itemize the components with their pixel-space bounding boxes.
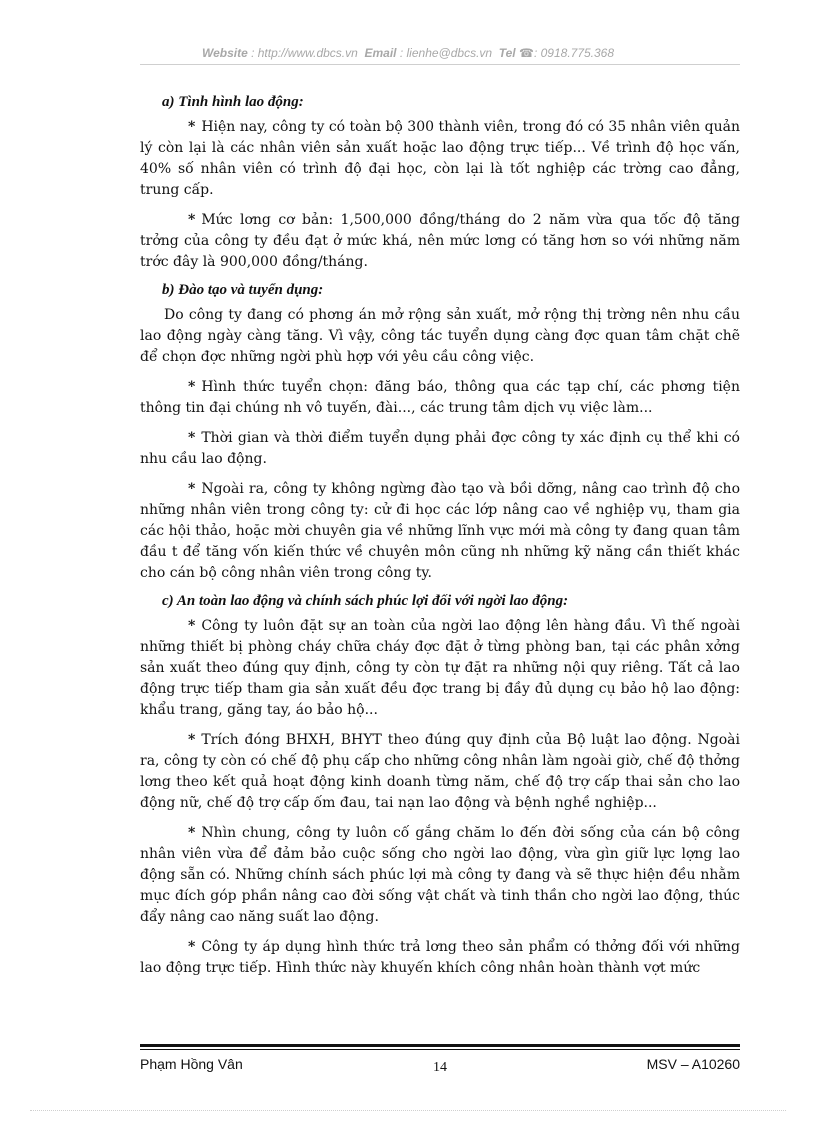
- email-label: Email: [364, 46, 397, 60]
- tel-value: : 0918.775.368: [533, 46, 615, 60]
- asterisk-bullet-icon: *: [188, 732, 196, 748]
- paragraph: [140, 117, 740, 201]
- footer-msv: MSV – A10260: [646, 1056, 740, 1072]
- paragraph-text: Do công ty đang có phơng án mở rộng sản xuất, mở rộng thị trờng nên nhu cầu lao động ngày càng tăng. Vì vậy, công tác tuyển dụng càng đợc quan tâm chặt chẽ để chọn đợc những ngời phù hợp với yêu cầu công việc.: [140, 307, 740, 365]
- paragraph: [140, 479, 740, 584]
- asterisk-bullet-icon: *: [188, 119, 196, 135]
- paragraph-text: Công ty áp dụng hình thức trả lơng theo sản phẩm có thởng đối với những lao động trực tiếp. Hình thức này khuyến khích công nhân hoàn thành vợt mức: [140, 939, 740, 976]
- paragraph-text: Hiện nay, công ty có toàn bộ 300 thành viên, trong đó có 35 nhân viên quản lý còn lại là các nhân viên sản xuất hoặc lao động trực tiếp... Về trình độ học vấn, 40% số nhân viên có trình độ đại học, còn lại là tốt nghiệp các trờng cao đẳng, trung cấp.: [140, 119, 740, 198]
- paragraph: [140, 937, 740, 979]
- paragraph-text: Ngoài ra, công ty không ngừng đào tạo và bồi dỡng, nâng cao trình độ cho những nhân viên trong công ty: cử đi học các lớp nâng cao về nghiệp vụ, tham gia các hội thảo, hoặc mời chuyên gia về những lĩnh vực mới mà công ty đang quan tâm đầu t để tăng vốn kiến thức về chuyên môn cũng nh những kỹ năng cần thiết khác cho cán bộ công nhân viên trong công ty.: [140, 481, 740, 581]
- tel-label: Tel: [498, 46, 516, 60]
- paragraph-text: Thời gian và thời điểm tuyển dụng phải đợc công ty xác định cụ thể khi có nhu cầu lao động.: [140, 430, 740, 467]
- section-heading: b) Đào tạo và tuyển dụng:: [162, 282, 324, 298]
- paragraph: [140, 210, 740, 273]
- paragraph: [140, 377, 740, 419]
- section-heading: a) Tình hình lao động:: [162, 94, 304, 110]
- section-heading: c) An toàn lao động và chính sách phúc lợi đối với ngời lao động:: [162, 593, 569, 609]
- paragraph: [140, 428, 740, 470]
- email-value: : lienhe@dbcs.vn: [399, 46, 493, 60]
- page-header: [0, 46, 816, 60]
- asterisk-bullet-icon: *: [188, 618, 196, 634]
- page-number: 14: [433, 1060, 447, 1075]
- asterisk-bullet-icon: *: [188, 481, 196, 497]
- asterisk-bullet-icon: *: [188, 379, 196, 395]
- header-divider: [140, 64, 740, 65]
- asterisk-bullet-icon: *: [188, 939, 196, 955]
- website-label: Website: [201, 46, 248, 60]
- footer-divider-thick: [140, 1044, 740, 1047]
- paragraph-text: Hình thức tuyển chọn: đăng báo, thông qua các tạp chí, các phơng tiện thông tin đại chúng nh vô tuyến, đài..., các trung tâm dịch vụ việc làm...: [140, 379, 740, 416]
- page-edge-line: [30, 1110, 786, 1111]
- website-value: : http://www.dbcs.vn: [251, 46, 358, 60]
- paragraph-text: Công ty luôn đặt sự an toàn của ngời lao động lên hàng đầu. Vì thế ngoài những thiết bị phòng cháy chữa cháy đợc đặt ở từng phòng ban, tại các phân xởng sản xuất theo đúng quy định, công ty còn tự đặt ra những nội quy riêng. Tất cả lao động trực tiếp tham gia sản xuất đều đợc trang bị đầy đủ dụng cụ bảo hộ lao động: khẩu trang, găng tay, áo bảo hộ...: [140, 618, 740, 718]
- page-footer: [140, 1056, 740, 1080]
- phone-icon: ☎: [519, 46, 534, 60]
- asterisk-bullet-icon: *: [188, 430, 196, 446]
- paragraph: [140, 730, 740, 814]
- paragraph-text: Mức lơng cơ bản: 1,500,000 đồng/tháng do 2 năm vừa qua tốc độ tăng trởng của công ty đều đạt ở mức khá, nên mức lơng có tăng hơn so với những năm trớc đây là 900,000 đồng/tháng.: [140, 212, 740, 270]
- paragraph: [140, 823, 740, 928]
- footer-divider-thin: [140, 1049, 740, 1050]
- asterisk-bullet-icon: *: [188, 825, 196, 841]
- asterisk-bullet-icon: *: [188, 212, 196, 228]
- paragraph: [140, 616, 740, 721]
- paragraph: [140, 305, 740, 368]
- paragraph-text: Nhìn chung, công ty luôn cố gắng chăm lo đến đời sống của cán bộ công nhân viên vừa để đảm bảo cuộc sống cho ngời lao động, vừa gìn giữ lực lợng lao động sẵn có. Những chính sách phúc lợi mà công ty đang và sẽ thực hiện đều nhằm mục đích góp phần nâng cao đời sống vật chất và tinh thần cho ngời lao động, thúc đẩy nâng cao năng suất lao động.: [140, 825, 740, 925]
- footer-author: Phạm Hồng Vân: [140, 1056, 243, 1072]
- document-body: [140, 86, 740, 988]
- paragraph-text: Trích đóng BHXH, BHYT theo đúng quy định của Bộ luật lao động. Ngoài ra, công ty còn có chế độ phụ cấp cho những công nhân làm ngoài giờ, chế độ thởng lơng theo kết quả hoạt động kinh doanh từng năm, chế độ trợ cấp thai sản cho lao động nữ, chế độ trợ cấp ốm đau, tai nạn lao động và bệnh nghề nghiệp...: [140, 732, 740, 811]
